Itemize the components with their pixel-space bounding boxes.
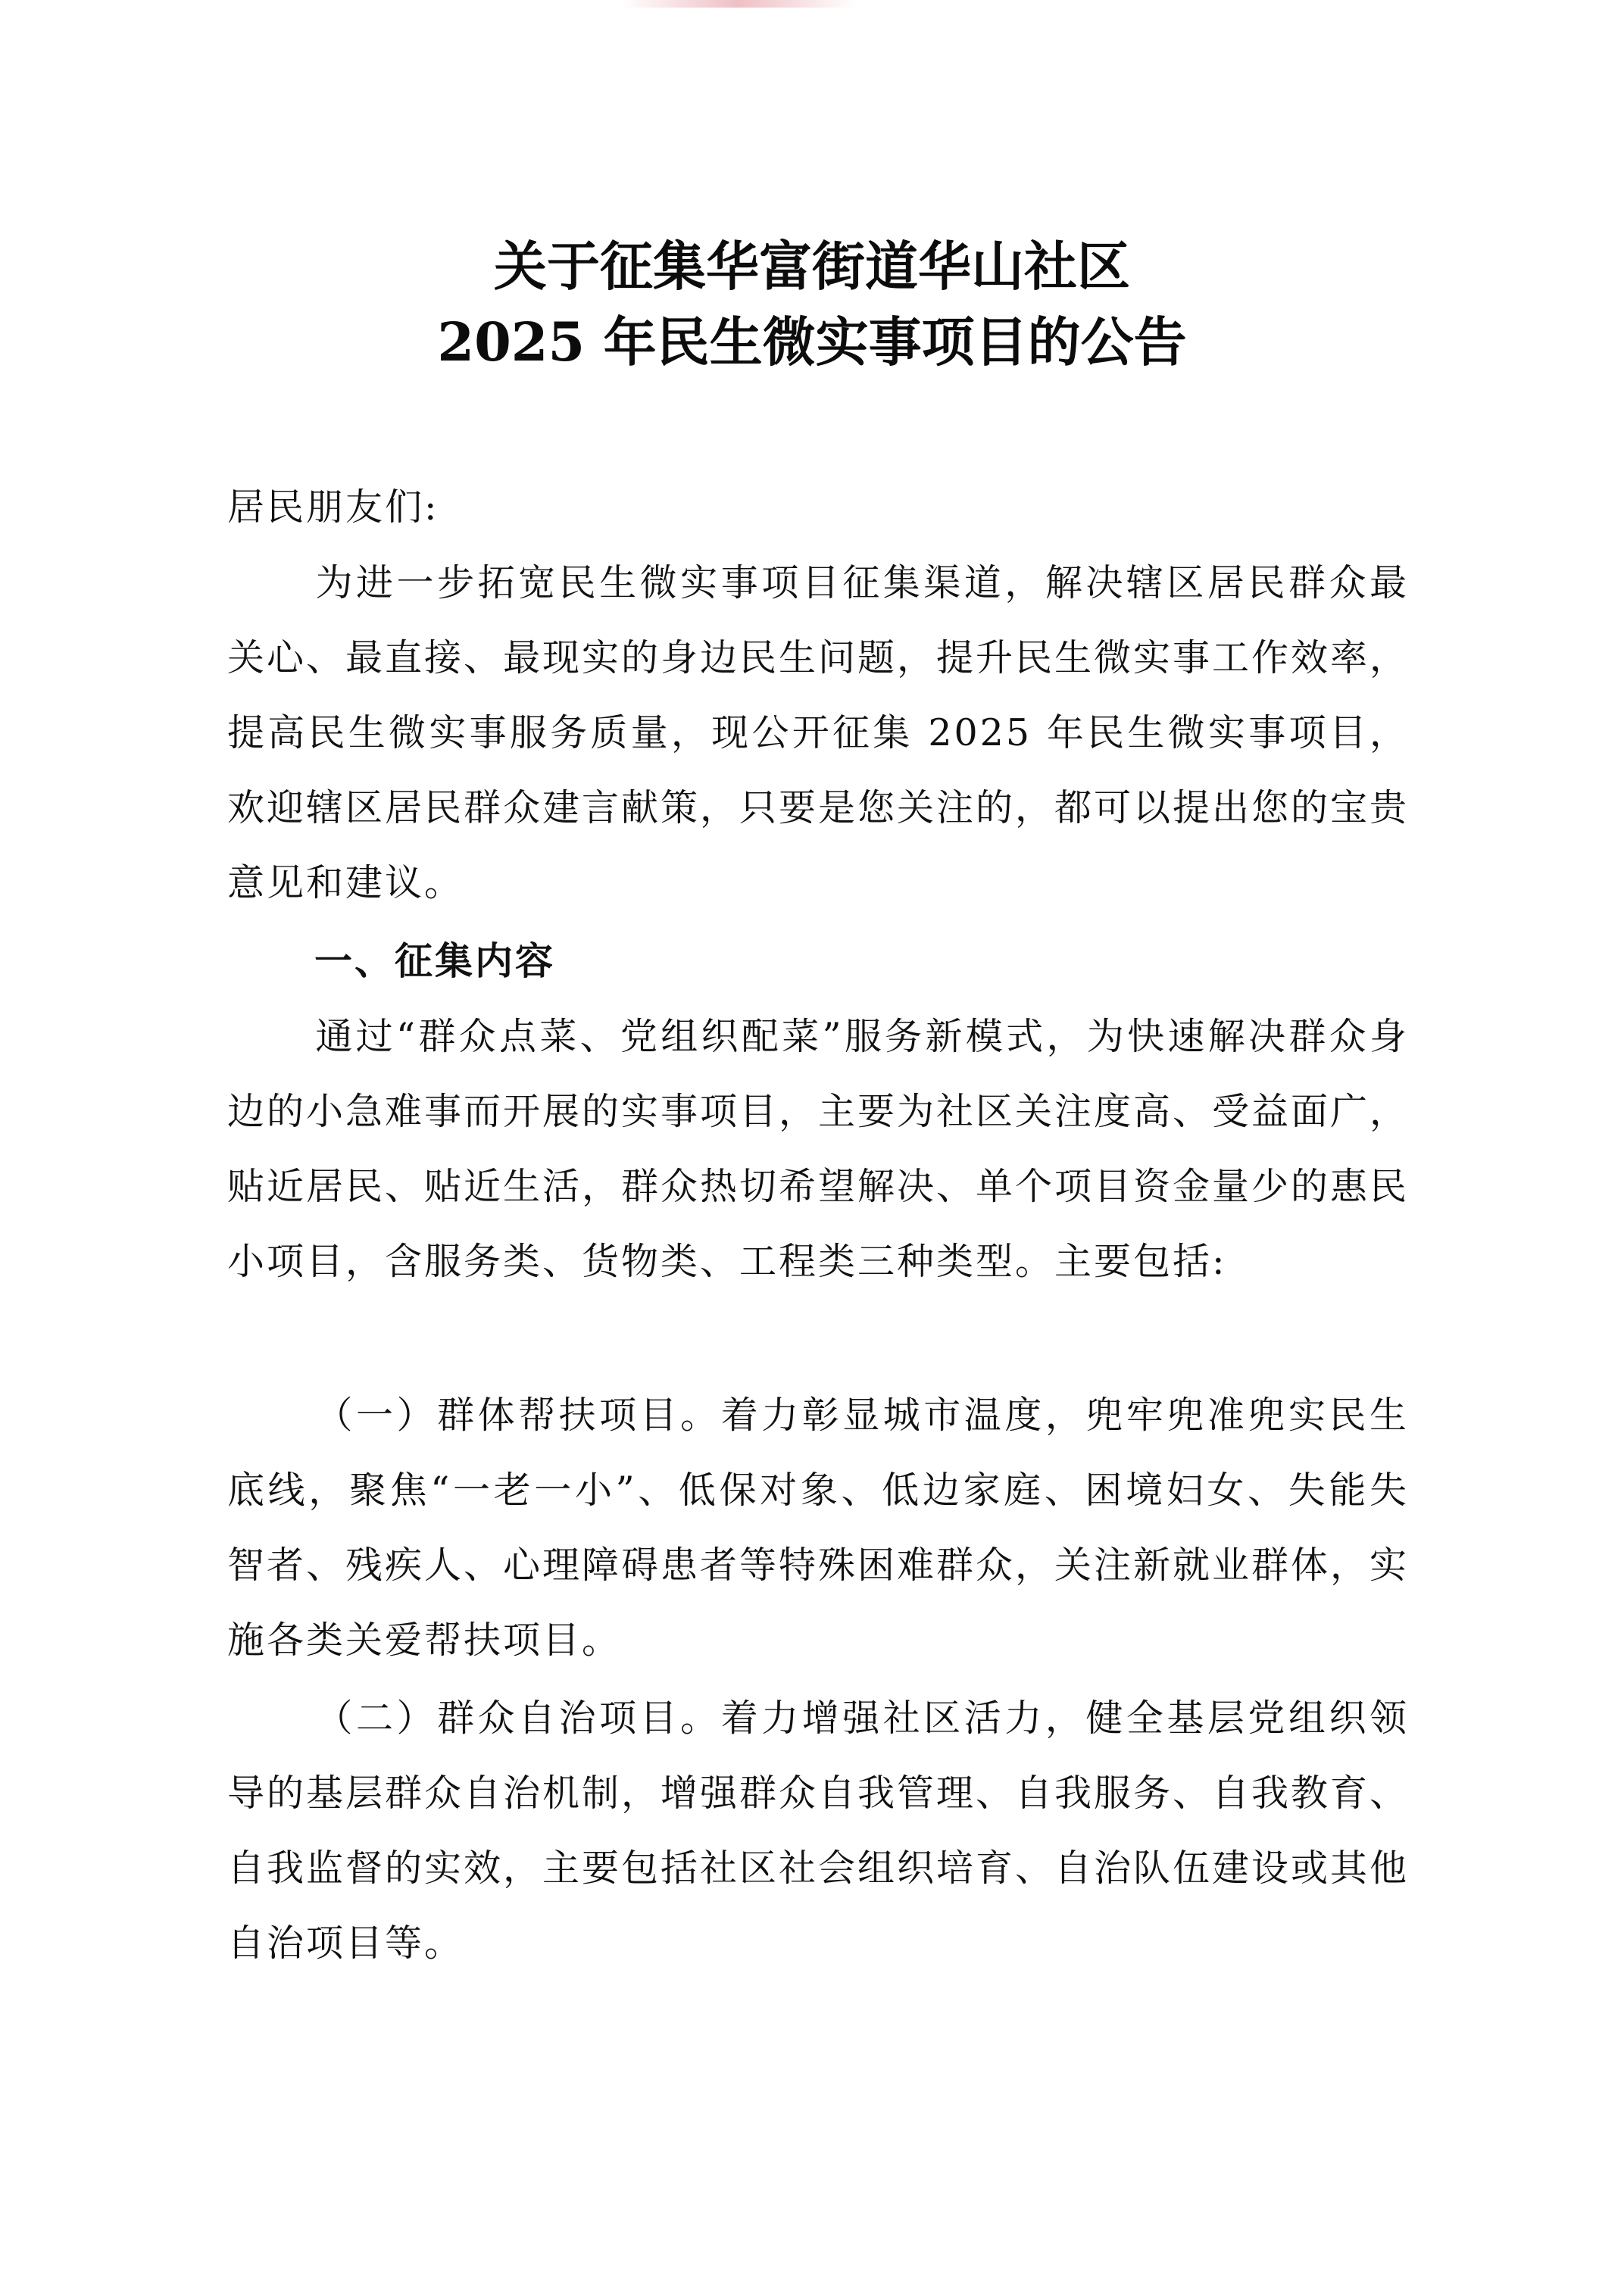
- intro-paragraph: [227, 545, 1409, 920]
- section1-text: 通过“群众点菜、党组织配菜”服务新模式，为快速解决群众身边的小急难事而开展的实事项目，主要为社区关注度高、受益面广，贴近居民、贴近生活，群众热切希望解决、单个项目资金量少的惠民小项目，含服务类、货物类、工程类三种类型。主要包括:: [227, 1015, 1410, 1283]
- document-title-line1: 关于征集华富街道华山社区: [494, 235, 1130, 298]
- section1-paragraph: [227, 999, 1409, 1299]
- section-heading-collection-content: 一、征集内容: [314, 939, 555, 983]
- item2-paragraph: [227, 1681, 1409, 1981]
- intro-text: 为进一步拓宽民生微实事项目征集渠道，解决辖区居民群众最关心、最直接、最现实的身边民生问题，提升民生微实事工作效率，提高民生微实事服务质量，现公开征集 2025 年民生微实事项目，欢迎辖区居民群众建言献策，只要是您关注的，都可以提出您的宝贵意见和建议。: [227, 561, 1410, 904]
- item1-text: （一）群体帮扶项目。着力彰显城市温度，兜牢兜准兜实民生底线，聚焦“一老一小”、低保对象、低边家庭、困境妇女、失能失智者、残疾人、心理障碍患者等特殊困难群众，关注新就业群体，实施各类关爱帮扶项目。: [227, 1394, 1410, 1662]
- item2-text: （二）群众自治项目。着力增强社区活力，健全基层党组织领导的基层群众自治机制，增强群众自我管理、自我服务、自我教育、自我监督的实效，主要包括社区社会组织培育、自治队伍建设或其他自治项目等。: [227, 1697, 1410, 1965]
- item1-paragraph: [227, 1378, 1409, 1678]
- salutation: 居民朋友们:: [227, 485, 439, 529]
- document-title-line2: 2025 年民生微实事项目的公告: [437, 311, 1187, 373]
- scan-mark: [621, 0, 856, 8]
